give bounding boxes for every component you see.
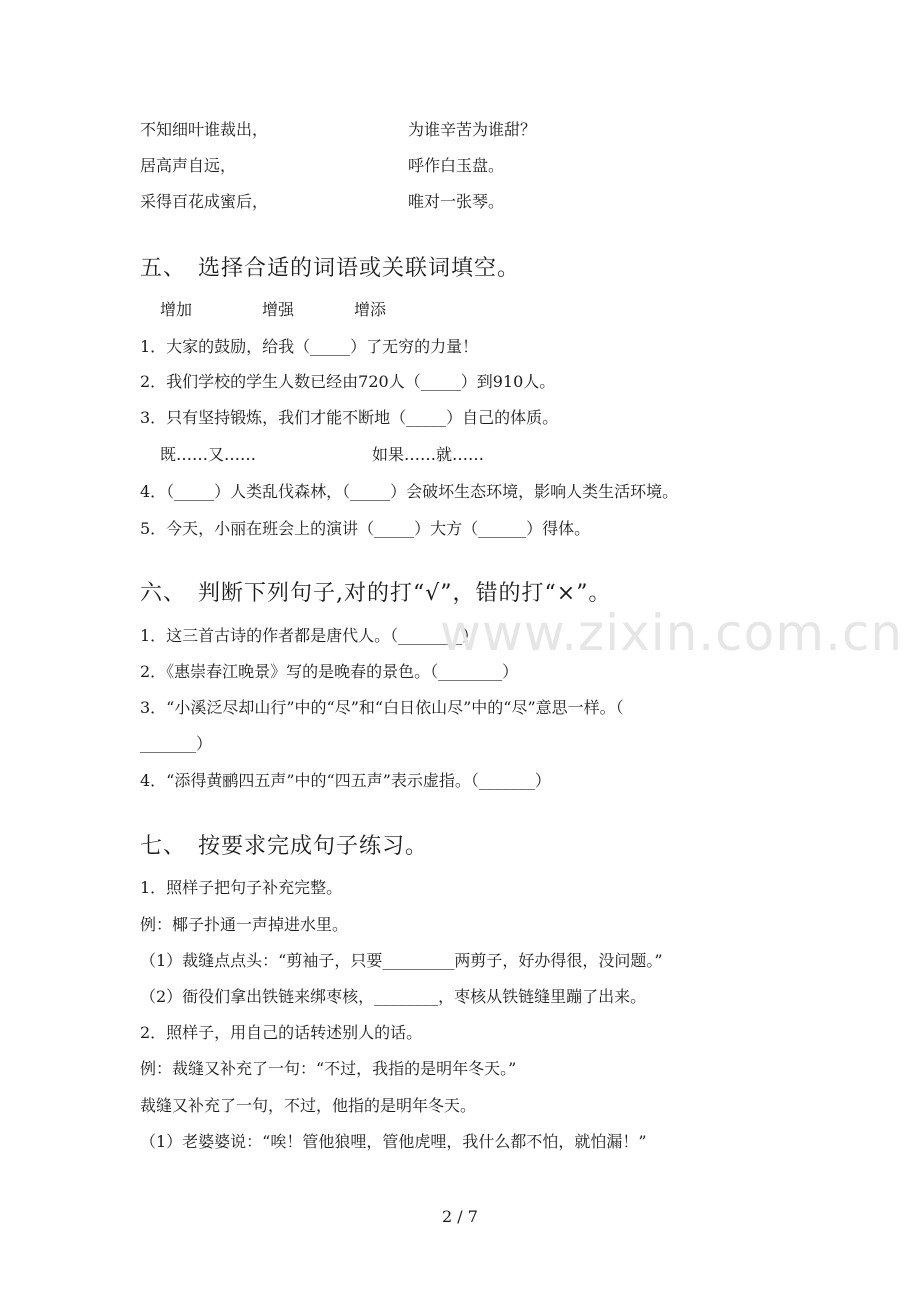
question-line: 5．今天，小丽在班会上的演讲（_____）大方（______）得体。 <box>140 519 591 538</box>
poem-right-2: 呼作白玉盘。 <box>408 156 505 175</box>
word-option: 增添 <box>354 300 387 319</box>
question-line: _______） <box>140 734 213 753</box>
exercise-line: 例：裁缝又补充了一句：“不过，我指的是明年冬天。” <box>140 1059 517 1078</box>
exercise-line: （2）衙役们拿出铁链来绑枣核，________，枣核从铁链缝里蹦了出来。 <box>140 987 647 1006</box>
exercise-line: （1）老婆婆说：“唉！管他狼哩，管他虎哩，我什么都不怕，就怕漏！” <box>140 1132 647 1151</box>
question-line: 2．我们学校的学生人数已经由720人（_____）到910人。 <box>140 372 556 391</box>
question-line: 1．大家的鼓励，给我（_____）了无穷的力量！ <box>140 337 479 356</box>
poem-left-1: 不知细叶谁裁出， <box>140 120 269 139</box>
section5-title: 五、 选择合适的词语或关联词填空。 <box>140 256 521 281</box>
question-line: 4．“添得黄鹂四五声”中的“四五声”表示虚指。（_______） <box>140 771 551 790</box>
question-line: 3．“小溪泛尽却山行”中的“尽”和“白日依山尽”中的“尽”意思一样。（ <box>140 698 624 717</box>
question-line: 4．（_____）人类乱伐森林，（_____）会破坏生态环境，影响人类生活环境。 <box>140 482 679 501</box>
question-line: 3．只有坚持锻炼，我们才能不断地（_____）自己的体质。 <box>140 408 559 427</box>
question-line: 1．这三首古诗的作者都是唐代人。（________） <box>140 626 479 645</box>
poem-left-3: 采得百花成蜜后， <box>140 192 269 211</box>
poem-right-3: 唯对一张琴。 <box>408 192 505 211</box>
page-number: 2 / 7 <box>442 1207 478 1226</box>
word-option: 增加 <box>160 300 193 319</box>
exercise-line: 例：椰子扑通一声掉进水里。 <box>140 915 349 934</box>
poem-right-1: 为谁辛苦为谁甜？ <box>408 120 537 139</box>
conjunction-option: 如果……就…… <box>372 445 485 464</box>
exercise-line: 2．照样子，用自己的话转述别人的话。 <box>140 1023 423 1042</box>
conjunction-option: 既……又…… <box>160 445 257 464</box>
poem-left-2: 居高声自远， <box>140 156 237 175</box>
exercise-line: 1．照样子把句子补充完整。 <box>140 878 343 897</box>
section7-title: 七、 按要求完成句子练习。 <box>140 834 429 859</box>
word-option: 增强 <box>262 300 295 319</box>
question-line: 2．《惠崇春江晚景》写的是晚春的景色。（________） <box>140 662 519 681</box>
exercise-line: 裁缝又补充了一句，不过，他指的是明年冬天。 <box>140 1096 477 1115</box>
section6-title: 六、 判断下列句子,对的打“√”，错的打“×”。 <box>140 581 612 606</box>
exercise-line: （1）裁缝点点头：“剪袖子，只要_________两剪子，好办得很，没问题。” <box>140 951 663 970</box>
watermark: www.zixin.com.cn <box>440 604 904 662</box>
